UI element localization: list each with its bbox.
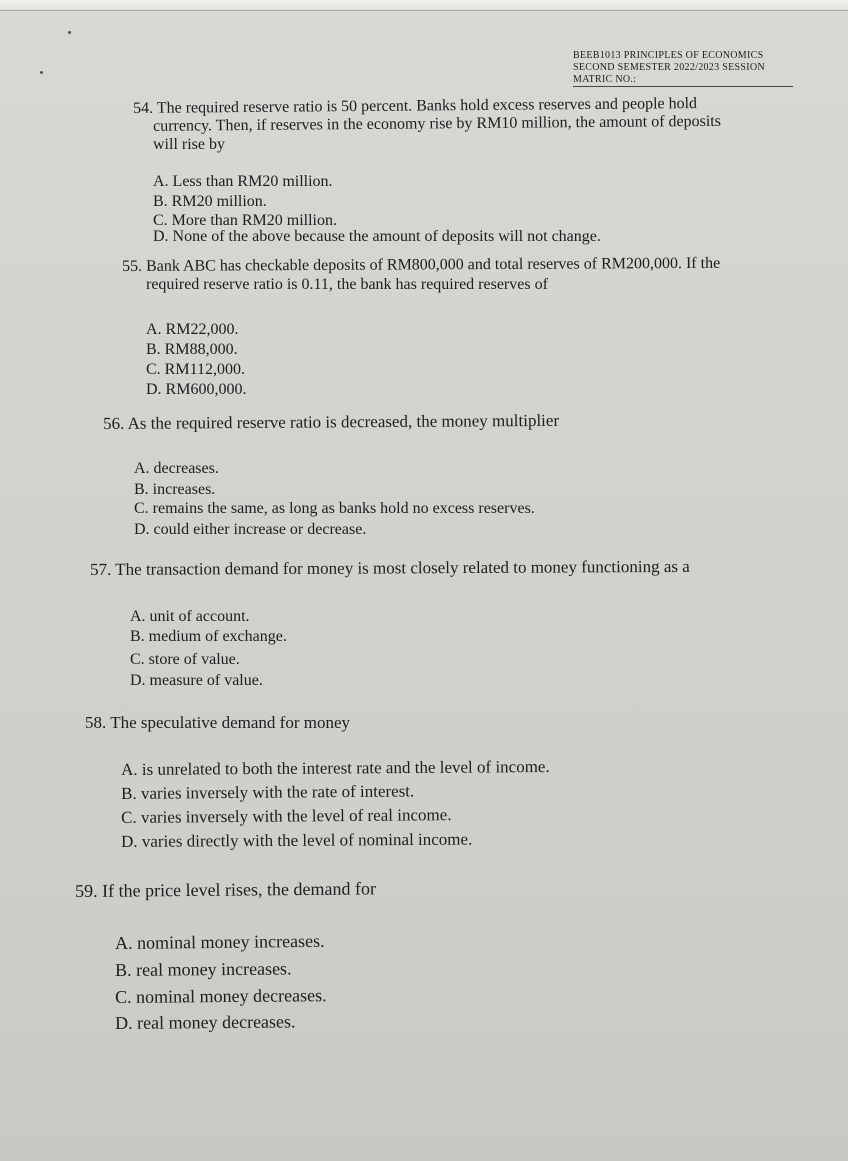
answer-option[interactable]: A. unit of account. xyxy=(130,608,250,625)
question-stem-line: currency. Then, if reserves in the economy rise by RM10 million, the amount of deposits xyxy=(152,112,722,135)
question-number: 56. xyxy=(102,413,125,433)
semester-session: SECOND SEMESTER 2022/2023 SESSION xyxy=(573,62,765,73)
paper-speck xyxy=(40,71,43,74)
answer-option[interactable]: B. RM88,000. xyxy=(146,341,238,358)
answer-option[interactable]: A. decreases. xyxy=(134,460,219,477)
answer-option[interactable]: B. varies inversely with the rate of interest. xyxy=(121,781,415,803)
answer-option[interactable]: A. is unrelated to both the interest rate and the level of income. xyxy=(121,757,550,779)
question-58 xyxy=(85,714,350,732)
question-54 xyxy=(133,95,722,154)
exam-header xyxy=(573,50,803,87)
answer-option[interactable]: D. varies directly with the level of nominal income. xyxy=(121,829,473,851)
answer-option[interactable]: C. store of value. xyxy=(130,651,240,668)
question-stem-line: The transaction demand for money is most closely related to money functioning as a xyxy=(115,556,690,579)
question-57 xyxy=(89,556,690,579)
question-number: 57. xyxy=(89,559,112,579)
question-56 xyxy=(102,410,560,433)
answer-option[interactable]: D. real money decreases. xyxy=(115,1011,296,1033)
question-stem-line: If the price level rises, the demand for xyxy=(101,878,377,901)
answer-option[interactable]: C. nominal money decreases. xyxy=(115,985,327,1007)
question-55 xyxy=(122,254,721,294)
answer-option[interactable]: B. real money increases. xyxy=(115,958,292,980)
question-stem-line: Bank ABC has checkable deposits of RM800,000 and total reserves of RM200,000. If the xyxy=(145,254,721,275)
question-number: 55. xyxy=(122,257,143,275)
question-stem-line: The speculative demand for money xyxy=(110,713,351,732)
answer-option[interactable]: B. medium of exchange. xyxy=(130,628,287,645)
matric-number-label: MATRIC NO.: xyxy=(573,74,793,87)
answer-option[interactable]: C. varies inversely with the level of real income. xyxy=(121,805,452,827)
answer-option[interactable]: A. RM22,000. xyxy=(146,321,239,338)
answer-option[interactable]: B. RM20 million. xyxy=(153,193,267,210)
paper-speck xyxy=(68,31,71,34)
question-stem-line: As the required reserve ratio is decreased, the money multiplier xyxy=(127,410,560,433)
answer-option[interactable]: D. None of the above because the amount of deposits will not change. xyxy=(153,228,601,245)
question-number: 59. xyxy=(74,880,98,901)
answer-option[interactable]: A. nominal money increases. xyxy=(115,930,325,953)
answer-option[interactable]: C. RM112,000. xyxy=(146,361,245,378)
answer-option[interactable]: A. Less than RM20 million. xyxy=(153,173,333,190)
question-number: 58. xyxy=(85,713,107,732)
answer-option[interactable]: C. More than RM20 million. xyxy=(153,212,337,229)
answer-option[interactable]: B. increases. xyxy=(134,481,216,498)
question-stem-line: required reserve ratio is 0.11, the bank has required reserves of xyxy=(146,276,548,293)
course-title: BEEB1013 PRINCIPLES OF ECONOMICS xyxy=(573,50,764,61)
question-stem-line: will rise by xyxy=(153,136,225,153)
answer-option[interactable]: D. RM600,000. xyxy=(146,381,247,398)
question-59 xyxy=(74,878,377,901)
paper-edge-line xyxy=(0,10,848,11)
question-stem-line: The required reserve ratio is 50 percent. Banks hold excess reserves and people hold xyxy=(156,95,698,117)
answer-option[interactable]: C. remains the same, as long as banks hold no excess reserves. xyxy=(134,500,535,517)
question-number: 54. xyxy=(133,99,154,117)
answer-option[interactable]: D. measure of value. xyxy=(130,672,263,689)
answer-option[interactable]: D. could either increase or decrease. xyxy=(134,521,367,538)
